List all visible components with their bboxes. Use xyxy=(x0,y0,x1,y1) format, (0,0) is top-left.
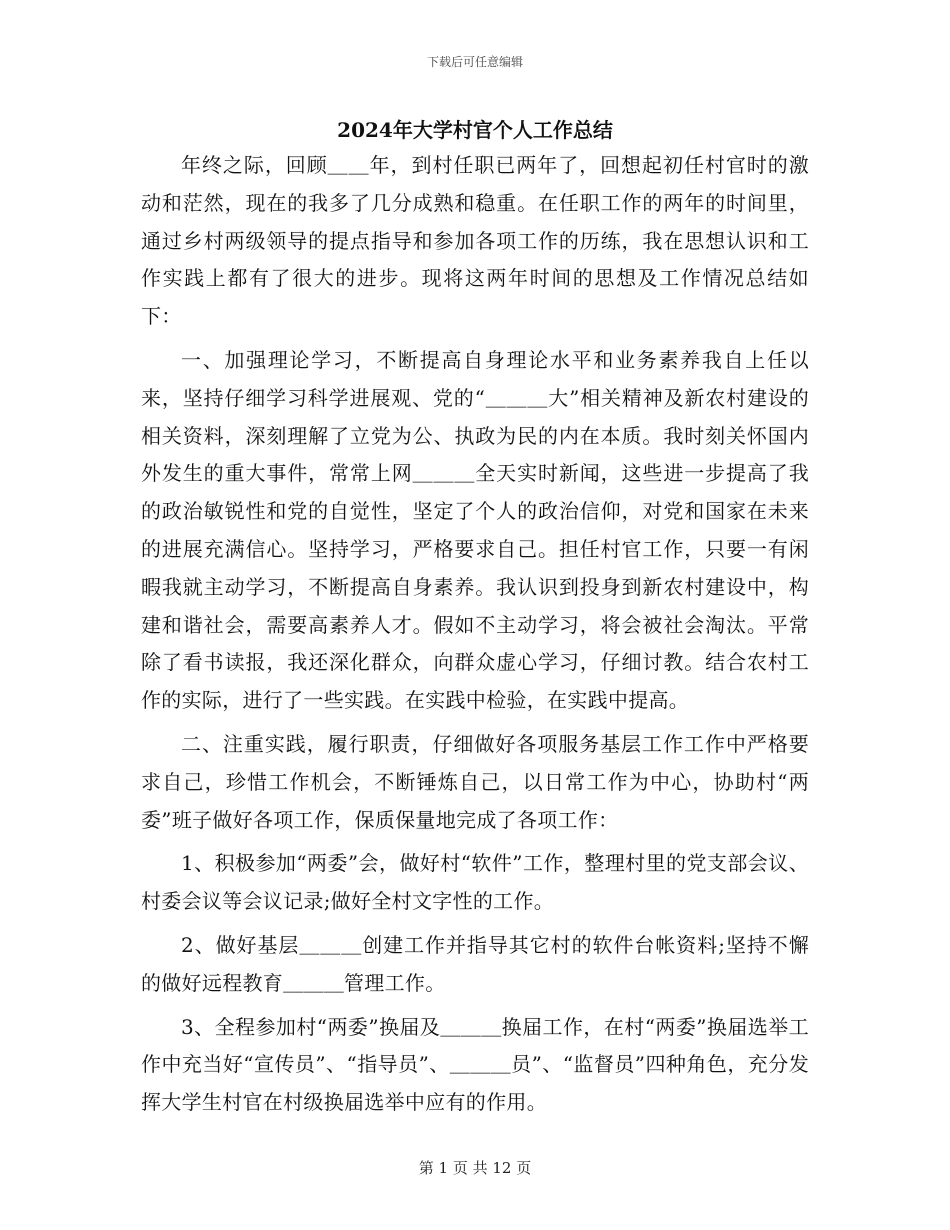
paragraph-item-1: 1、积极参加“两委”会，做好村“软件”工作，整理村里的党支部会议、村委会议等会议记录;做好全村文字性的工作。 xyxy=(141,851,809,914)
paragraph-item-2: 2、做好基层＿＿＿创建工作并指导其它村的软件台帐资料;坚持不懈的做好远程教育＿＿＿管理工作。 xyxy=(141,932,809,995)
page-footer: 第 1 页 共 12 页 xyxy=(418,1159,532,1177)
paragraph-intro: 年终之际，回顾＿＿年，到村任职已两年了，回想起初任村官时的激动和茫然，现在的我多了几分成熟和稳重。在任职工作的两年的时间里，通过乡村两级领导的提点指导和参加各项工作的历练，我在思想认识和工作实践上都有了很大的进步。现将这两年时间的思想及工作情况总结如下： xyxy=(141,153,809,329)
paragraph-item-3: 3、全程参加村“两委”换届及＿＿＿换届工作，在村“两委”换届选举工作中充当好“宣传员”、“指导员”、＿＿＿员”、“监督员”四种角色，充分发挥大学生村官在村级换届选举中应有的作用。 xyxy=(141,1014,809,1115)
document-body xyxy=(141,147,809,1122)
document-title: 2024年大学村官个人工作总结 xyxy=(337,118,613,142)
paragraph-section-2: 二、注重实践，履行职责，仔细做好各项服务基层工作工作中严格要求自己，珍惜工作机会，不断锤炼自己，以日常工作为中心，协助村“两委”班子做好各项工作，保质保量地完成了各项工作： xyxy=(141,731,809,832)
paragraph-section-1: 一、加强理论学习，不断提高自身理论水平和业务素养我自上任以来，坚持仔细学习科学进展观、党的“＿＿＿大”相关精神及新农村建设的相关资料，深刻理解了立党为公、执政为民的内在本质。我时刻关怀国内外发生的重大事件，常常上网＿＿＿全天实时新闻，这些进一步提高了我的政治敏锐性和党的自觉性，坚定了个人的政治信仰，对党和国家在未来的进展充满信心。坚持学习，严格要求自己。担任村官工作，只要一有闲暇我就主动学习，不断提高自身素养。我认识到投身到新农村建设中，构建和谐社会，需要高素养人才。假如不主动学习，将会被社会淘汰。平常除了看书读报，我还深化群众，向群众虚心学习，仔细讨教。结合农村工作的实际，进行了一些实践。在实践中检验，在实践中提高。 xyxy=(141,347,809,713)
header-note: 下载后可任意编辑 xyxy=(426,55,523,69)
